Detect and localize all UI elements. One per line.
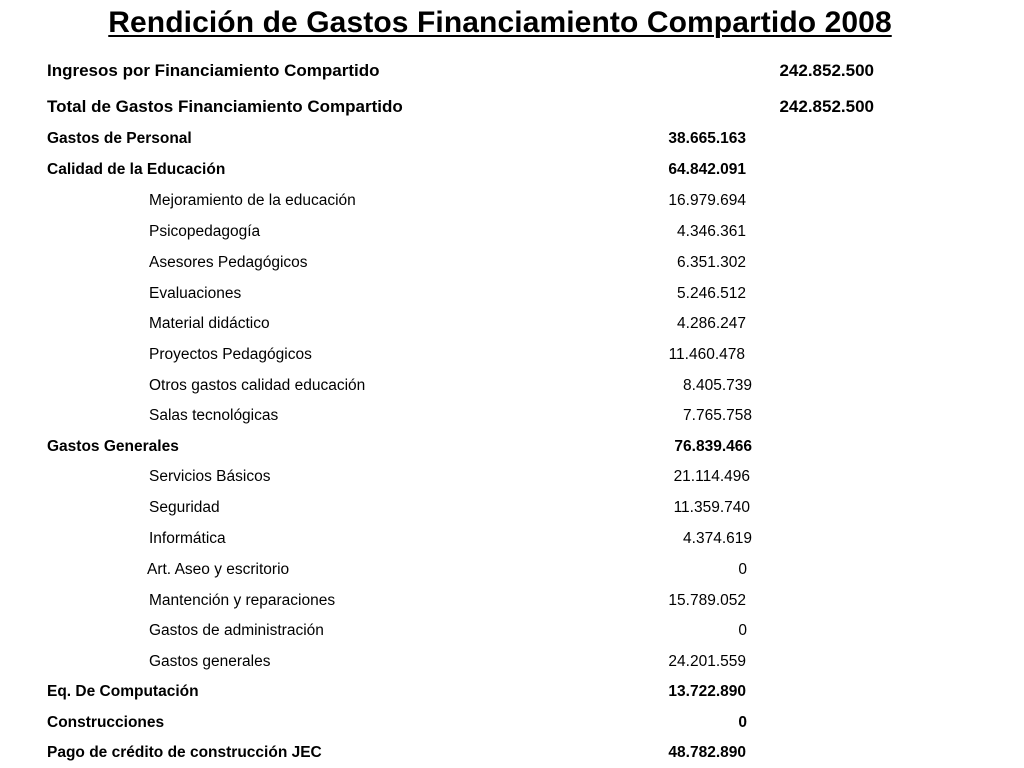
row-value: 242.852.500 [779, 97, 874, 116]
row-label: Construcciones [47, 714, 165, 731]
row-label: Evaluaciones [149, 285, 242, 302]
row-label: Gastos generales [149, 653, 271, 670]
row-value: 76.839.466 [674, 438, 752, 455]
row-value: 24.201.559 [668, 653, 746, 670]
row-value: 0 [738, 561, 747, 578]
row-label: Gastos de administración [149, 622, 324, 639]
row-value: 242.852.500 [779, 61, 874, 80]
subitem-row [0, 560, 1024, 590]
row-value: 38.665.163 [668, 130, 746, 147]
row-label: Seguridad [149, 499, 220, 516]
subitem-row [0, 498, 1024, 528]
row-value: 64.842.091 [668, 161, 746, 178]
subitem-row [0, 621, 1024, 651]
row-value: 16.979.694 [668, 192, 746, 209]
row-label: Proyectos Pedagógicos [149, 346, 312, 363]
row-label: Calidad de la Educación [47, 161, 226, 178]
row-value: 15.789.052 [668, 592, 746, 609]
row-label: Informática [149, 530, 226, 547]
row-label: Gastos de Personal [47, 130, 192, 147]
subitem-row [0, 345, 1024, 375]
subitem-row [0, 314, 1024, 344]
category-row-gastos-personal [0, 129, 1024, 159]
row-value: 0 [738, 714, 747, 731]
subitem-row [0, 222, 1024, 252]
row-label: Material didáctico [149, 315, 270, 332]
row-value: 0 [738, 622, 747, 639]
row-label: Servicios Básicos [149, 468, 271, 485]
category-row-pago-credito [0, 743, 1024, 768]
row-label: Ingresos por Financiamiento Compartido [47, 61, 380, 80]
row-label: Asesores Pedagógicos [149, 254, 308, 271]
row-label: Mejoramiento de la educación [149, 192, 356, 209]
subitem-row [0, 591, 1024, 621]
category-row-gastos-generales [0, 437, 1024, 467]
row-label: Art. Aseo y escritorio [147, 561, 290, 578]
row-value: 48.782.890 [668, 744, 746, 761]
subitem-row [0, 284, 1024, 314]
row-value: 4.374.619 [683, 530, 752, 547]
row-value: 8.405.739 [683, 377, 752, 394]
row-value: 7.765.758 [683, 407, 752, 424]
row-value: 5.246.512 [677, 285, 746, 302]
row-value: 21.114.496 [673, 468, 750, 485]
row-label: Mantención y reparaciones [149, 592, 336, 609]
summary-row-ingresos [0, 61, 1024, 91]
page-title: Rendición de Gastos Financiamiento Compartido 2008 [108, 6, 892, 39]
row-value: 4.346.361 [677, 223, 746, 240]
row-label: Total de Gastos Financiamiento Compartido [47, 97, 403, 116]
row-value: 6.351.302 [677, 254, 746, 271]
row-label: Gastos Generales [47, 438, 179, 455]
subitem-row [0, 406, 1024, 436]
row-value: 4.286.247 [677, 315, 746, 332]
category-row-construcciones [0, 713, 1024, 743]
category-row-eq-computacion [0, 682, 1024, 712]
row-value: 13.722.890 [668, 683, 746, 700]
row-label: Pago de crédito de construcción JEC [47, 744, 322, 761]
row-label: Eq. De Computación [47, 683, 199, 700]
subitem-row [0, 529, 1024, 559]
row-value: 11.359.740 [673, 499, 750, 516]
subitem-row [0, 652, 1024, 682]
row-label: Salas tecnológicas [149, 407, 279, 424]
subitem-row [0, 253, 1024, 283]
row-label: Psicopedagogía [149, 223, 261, 240]
category-row-calidad-educacion [0, 160, 1024, 190]
row-value: 11.460.478 [668, 346, 745, 363]
row-label: Otros gastos calidad educación [149, 377, 366, 394]
subitem-row [0, 467, 1024, 497]
subitem-row [0, 376, 1024, 406]
subitem-row [0, 191, 1024, 221]
summary-row-total-gastos [0, 97, 1024, 127]
